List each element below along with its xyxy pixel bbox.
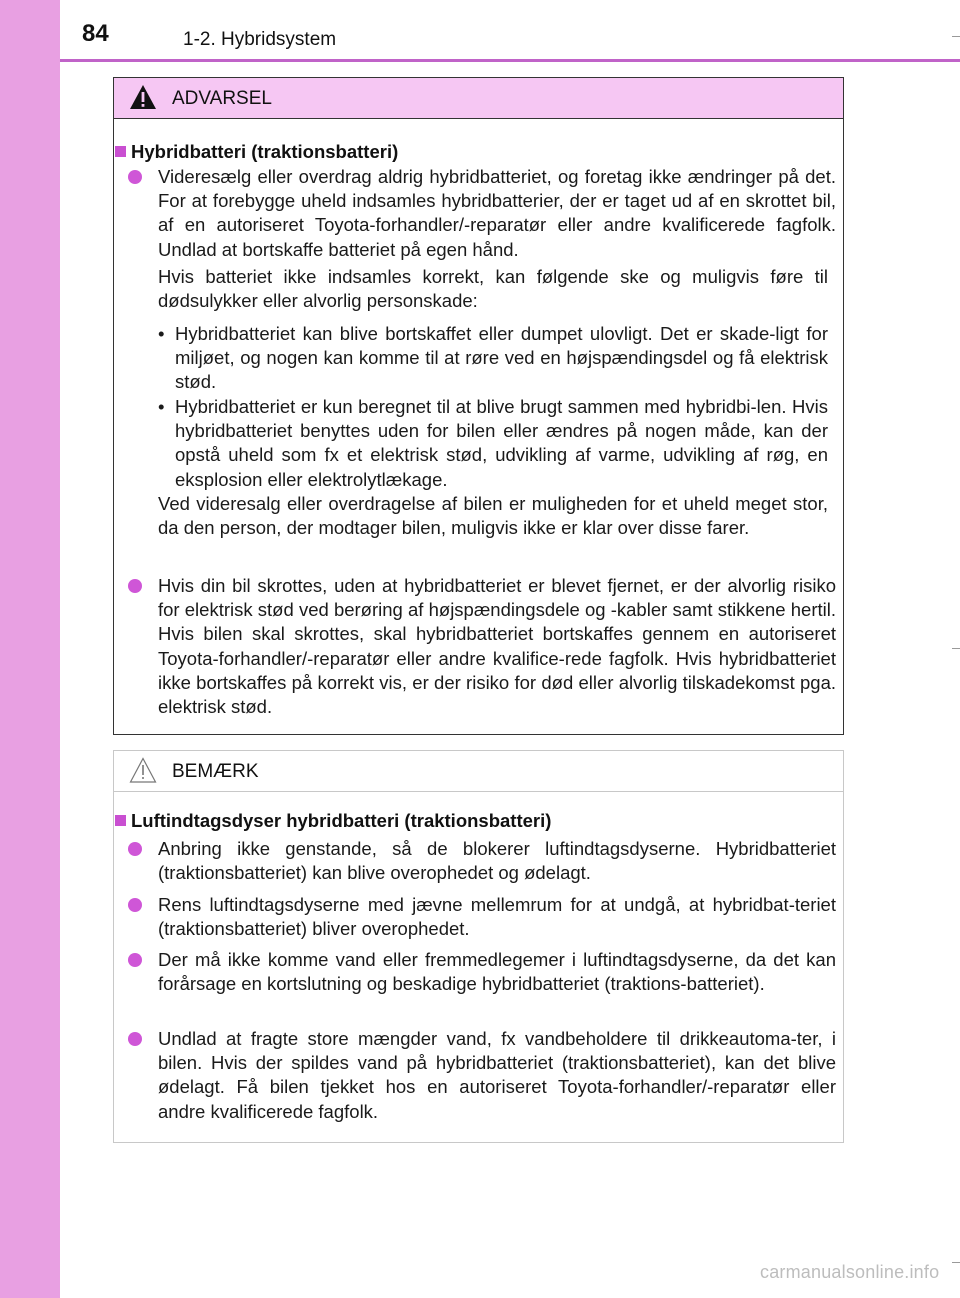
warning-header <box>114 78 843 119</box>
note-label: BEMÆRK <box>172 761 259 782</box>
dot-bullet: • <box>158 396 165 417</box>
crop-mark <box>952 36 960 37</box>
crop-mark <box>952 1262 960 1263</box>
round-bullet-icon <box>128 898 142 912</box>
header-divider <box>60 59 960 62</box>
warning-box <box>113 77 844 735</box>
chapter-title: 1-2. Hybridsystem <box>183 29 337 50</box>
note-item-4: Undlad at fragte store mængder vand, fx vandbeholdere til drikkeautoma-ter, i bilen. Hvis der spildes vand på hybridbatteriet (traktionsbatteriet), kan det blive ødelagt. Få bilen tjekket hos en autoriseret Toyota-forhandler/-reparatør eller andre kvalificerede fagfolk. <box>158 1028 836 1122</box>
note-box <box>113 750 844 1143</box>
dot-bullet: • <box>158 323 165 344</box>
round-bullet-icon <box>128 170 142 184</box>
note-item-3: Der må ikke komme vand eller fremmedlegemer i luftindtagsdyserne, da det kan forårsage en kortslutning og beskadige hybridbatteriet (traktions-batteriet). <box>158 949 836 995</box>
side-tab-strip <box>0 0 60 1298</box>
section-title: Hybridbatteri (traktionsbatteri) <box>115 141 398 163</box>
warning-dot-item-2: • Hybridbatteriet er kun beregnet til at blive brugt sammen med hybridbi-len. Hvis hybridbatteriet benyttes uden for bilen eller ændres på nogen måde, kan der opstå uheld som fx et elektrisk stød, udvikling af varme, udvikling af røg, en eksplosion eller elektrolytlækage. <box>158 396 828 490</box>
round-bullet-icon <box>128 1032 142 1046</box>
round-bullet-icon <box>128 842 142 856</box>
note-item-1: Anbring ikke genstande, så de blokerer luftindtagsdyserne. Hybridbatteriet (traktionsbatteriet) kan blive overophedet og ødelagt. <box>158 838 836 884</box>
round-bullet-icon <box>128 579 142 593</box>
warning-triangle-filled-icon <box>129 84 157 110</box>
square-marker-icon <box>115 815 126 826</box>
warning-label: ADVARSEL <box>172 88 272 109</box>
note-header <box>114 751 843 792</box>
round-bullet-icon <box>128 953 142 967</box>
warning-item-1-end: Ved videresalg eller overdragelse af bilen er muligheden for et uheld meget stor, da den person, der modtager bilen, muligvis ikke er klar over disse farer. <box>158 493 828 539</box>
warning-item-1-sub: Hvis batteriet ikke indsamles korrekt, kan følgende ske og muligvis føre til dødsulykker eller alvorlig personskade: <box>158 266 828 312</box>
section-title: Luftindtagsdyser hybridbatteri (traktionsbatteri) <box>115 810 551 832</box>
square-marker-icon <box>115 146 126 157</box>
warning-item-1: Videresælg eller overdrag aldrig hybridbatteriet, og foretag ikke ændringer på det. For at forebygge uheld indsamles hybridbatterier, der er taget ud af en skrottet bil, af en autoriseret Toyota-forhandler/-reparatør eller andre kvalificerede fagfolk. Undlad at bortskaffe batteriet på egen hånd. <box>158 166 836 260</box>
page-number: 84 <box>82 20 109 47</box>
crop-mark <box>952 648 960 649</box>
warning-item-2: Hvis din bil skrottes, uden at hybridbatteriet er blevet fjernet, er der alvorlig risiko for elektrisk stød ved berøring af højspændingsdele og -kabler samt stikkene hertil. Hvis bilen skal skrottes, skal hybridbatteriet bortskaffes gennem en autoriseret Toyota-forhandler/-reparatør eller andre kvalifice-rede fagfolk. Hvis hybridbatteriet ikke bortskaffes på korrekt vis, er der risiko for død eller alvorlig tilskadekomst pga. elektrisk stød. <box>158 575 836 718</box>
warning-dot-item-1: • Hybridbatteriet kan blive bortskaffet eller dumpet ulovligt. Det er skade-ligt for miljøet, og nogen kan komme til at røre ved en højspændingsdel og få elektrisk stød. <box>158 323 828 393</box>
watermark: carmanualsonline.info <box>760 1262 940 1282</box>
note-item-2: Rens luftindtagsdyserne med jævne mellemrum for at undgå, at hybridbat-teriet (traktionsbatteriet) bliver overophedet. <box>158 894 836 940</box>
warning-triangle-outline-icon <box>129 757 157 783</box>
